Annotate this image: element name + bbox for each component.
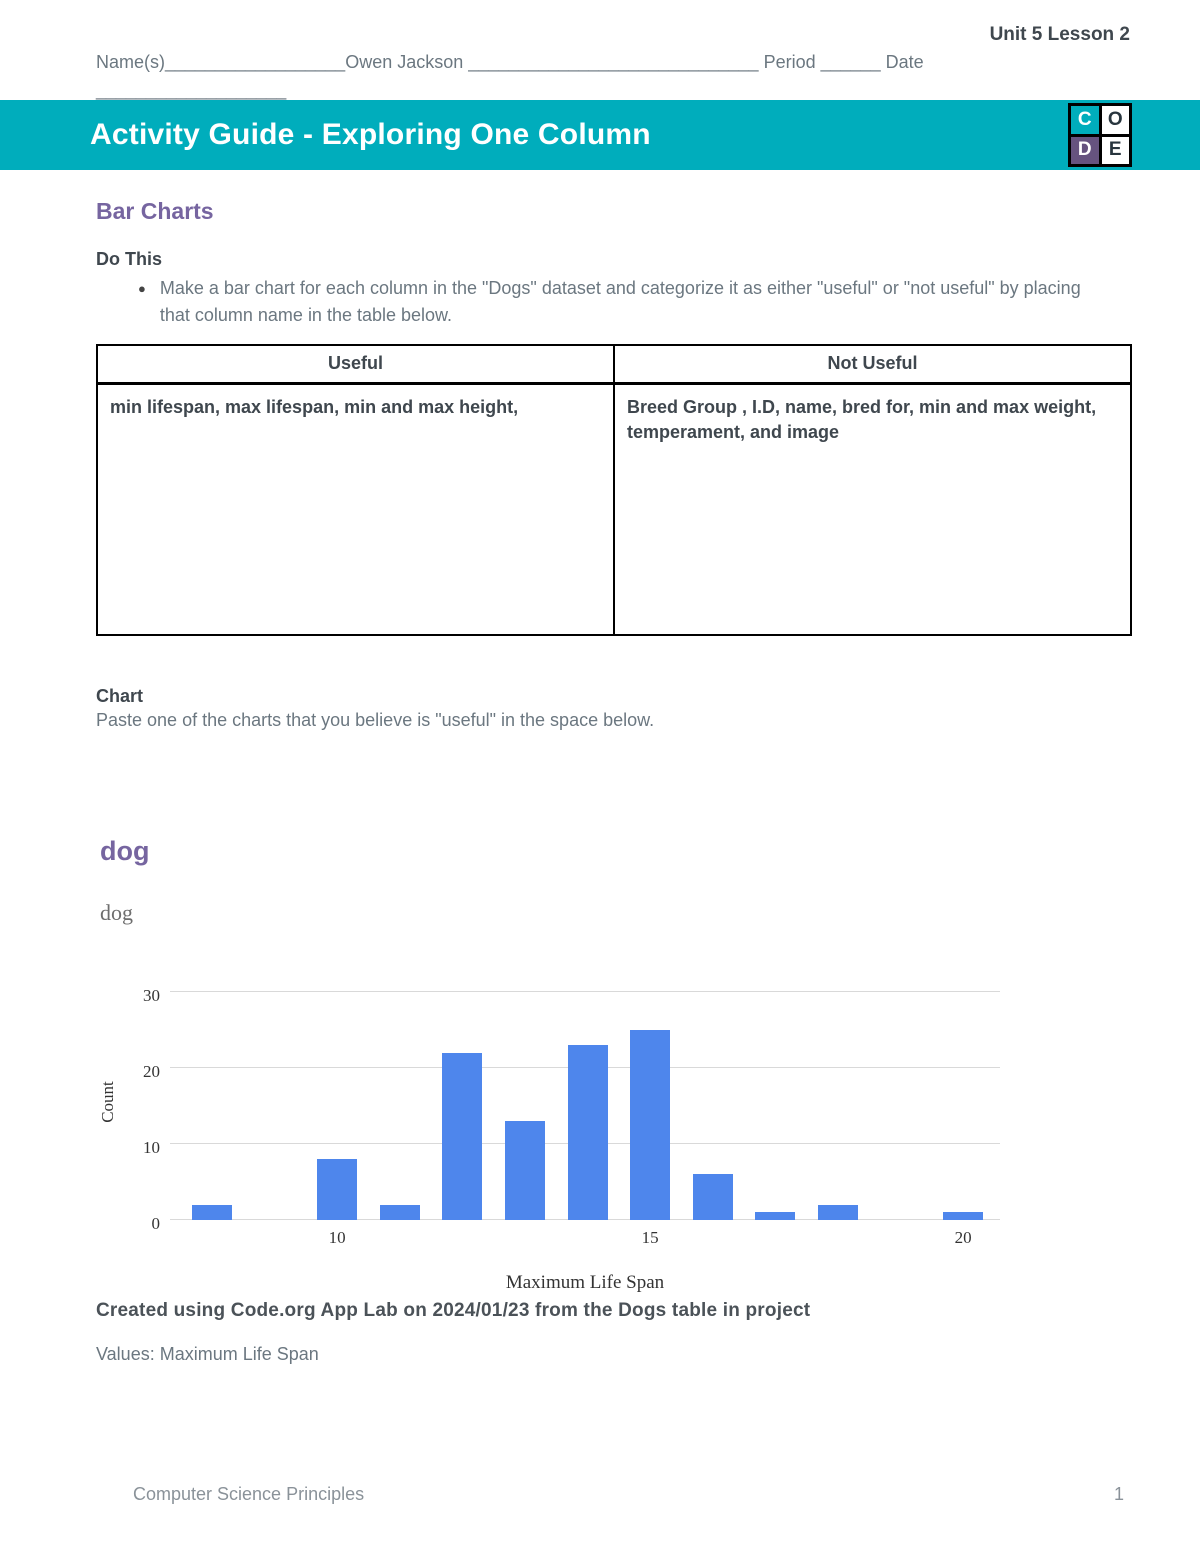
bar <box>818 1205 858 1220</box>
chart-instruction: Paste one of the charts that you believe is "useful" in the space below. <box>96 710 655 730</box>
gridline <box>170 991 1000 992</box>
bar <box>317 1159 357 1220</box>
codeorg-logo <box>1068 103 1132 167</box>
codeorg-logo-tile: D <box>1071 137 1099 165</box>
footer-page-number: 1 <box>1113 1484 1124 1504</box>
bar <box>442 1053 482 1220</box>
unit-lesson-label: Unit 5 Lesson 2 <box>989 24 1130 45</box>
bullet-icon: ● <box>138 281 146 296</box>
x-tick-label: 10 <box>328 1228 346 1247</box>
section-heading-bar-charts: Bar Charts <box>96 198 214 224</box>
bar <box>568 1045 608 1220</box>
codeorg-logo-tile: C <box>1071 106 1099 134</box>
y-tick-label: 10 <box>143 1137 160 1157</box>
bar <box>755 1212 795 1220</box>
page-title: Activity Guide - Exploring One Column <box>90 118 651 151</box>
chart-section-label: Chart <box>96 686 144 706</box>
x-tick-label: 15 <box>641 1228 659 1247</box>
footer-course-name: Computer Science Principles <box>133 1484 365 1504</box>
y-axis-title: Count <box>98 1081 117 1123</box>
table-row <box>97 383 1131 635</box>
bar <box>693 1174 733 1220</box>
instruction-bullet <box>138 275 1113 329</box>
bullet-text: Make a bar chart for each column in the "Dogs" dataset and categorize it as either "useful" or "not useful" by placing that column name in the table below. <box>159 278 1081 325</box>
chart-title: dog <box>100 900 133 925</box>
do-this-label: Do This <box>96 249 162 269</box>
x-tick-label: 20 <box>954 1228 972 1247</box>
codeorg-logo-tile: O <box>1102 106 1130 134</box>
codeorg-logo-tile: E <box>1102 137 1130 165</box>
not-useful-cell: Breed Group , I.D, name, bred for, min and max weight, temperament, and image <box>614 383 1131 635</box>
x-axis-title: Maximum Life Span <box>505 1272 665 1293</box>
y-tick-label: 30 <box>143 985 160 1005</box>
bar <box>630 1030 670 1220</box>
chart-values-line: Values: Maximum Life Span <box>96 1344 319 1364</box>
bar <box>943 1212 983 1220</box>
bar <box>380 1205 420 1220</box>
title-banner <box>0 100 1200 170</box>
bar-chart-plot <box>143 984 1000 1247</box>
column-header-useful: Useful <box>97 345 614 383</box>
y-tick-label: 0 <box>151 1214 160 1233</box>
bar <box>192 1205 232 1220</box>
useful-cell: min lifespan, max lifespan, min and max height, <box>97 383 614 635</box>
y-tick-label: 20 <box>143 1061 160 1081</box>
chart-heading: dog <box>100 836 150 866</box>
chart-caption: Created using Code.org App Lab on 2024/01/23 from the Dogs table in project <box>96 1300 811 1321</box>
name-line-continued: ___________________ <box>96 80 287 100</box>
name-period-date-line: Name(s)__________________Owen Jackson _____________________________ Period ______ Date <box>96 52 924 72</box>
bar <box>505 1121 545 1220</box>
useful-not-useful-table <box>96 344 1132 636</box>
column-header-not-useful: Not Useful <box>614 345 1131 383</box>
table-header-row <box>97 345 1131 383</box>
